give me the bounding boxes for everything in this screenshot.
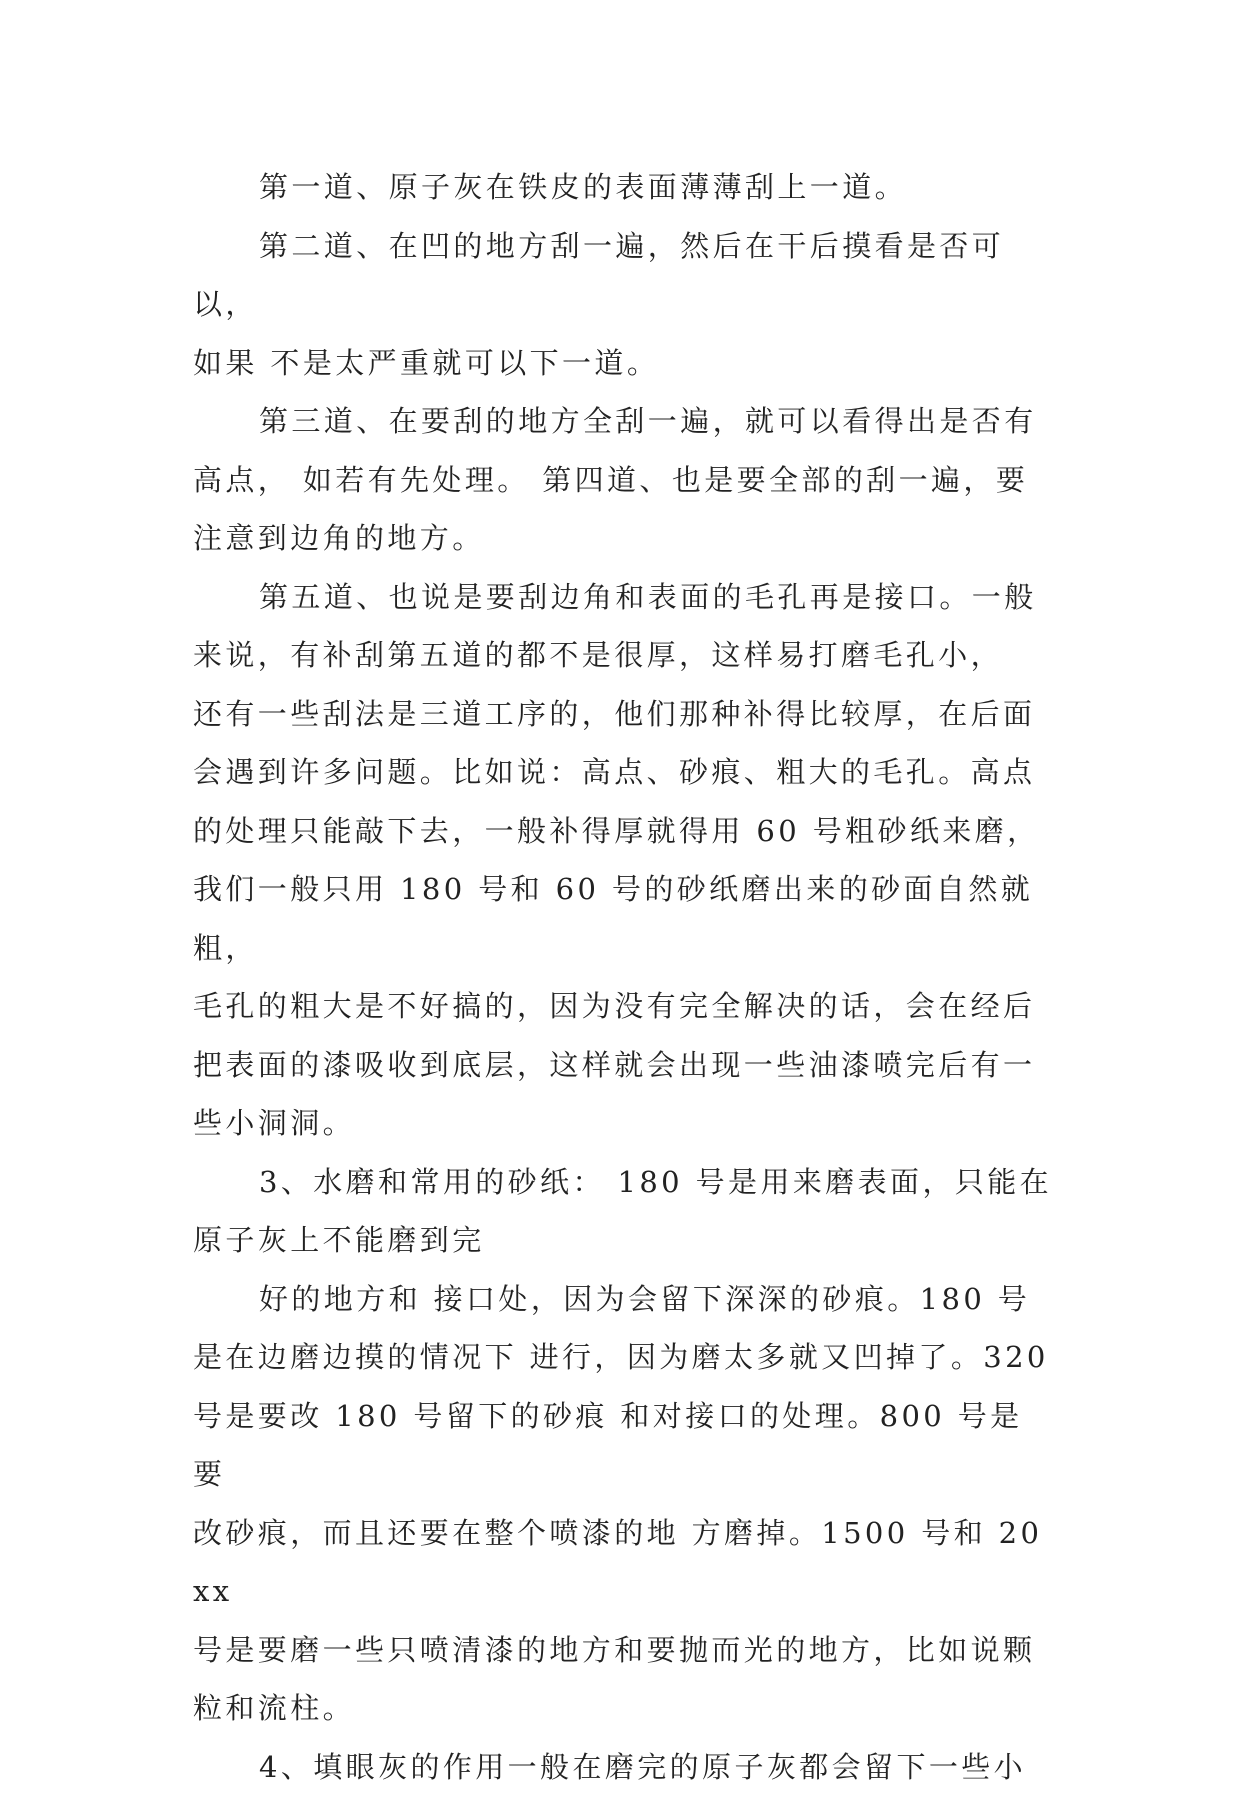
text-line: 好的地方和 接口处，因为会留下深深的砂痕。180 号 [193, 1270, 1053, 1329]
text-line: 把表面的漆吸收到底层，这样就会出现一些油漆喷完后有一 [193, 1036, 1053, 1095]
text-line: 第二道、在凹的地方刮一遍，然后在干后摸看是否可以， [193, 217, 1053, 334]
paragraph [193, 158, 1053, 217]
text-line: 我们一般只用 180 号和 60 号的砂纸磨出来的砂面自然就粗， [193, 860, 1053, 977]
paragraph [193, 1738, 1053, 1796]
text-line: 还有一些刮法是三道工序的，他们那种补得比较厚，在后面 [193, 685, 1053, 744]
paragraph [193, 1153, 1053, 1270]
text-line: 第一道、原子灰在铁皮的表面薄薄刮上一道。 [193, 158, 1053, 217]
text-line: 会遇到许多问题。比如说：高点、砂痕、粗大的毛孔。高点 [193, 743, 1053, 802]
text-line: 改砂痕，而且还要在整个喷漆的地 方磨掉。1500 号和 20xx [193, 1504, 1053, 1621]
text-line: 如果 不是太严重就可以下一道。 [193, 334, 1053, 393]
text-line: 高点， 如若有先处理。 第四道、也是要全部的刮一遍，要 [193, 451, 1053, 510]
text-line: 来说，有补刮第五道的都不是很厚，这样易打磨毛孔小， [193, 626, 1053, 685]
text-line: 号是要磨一些只喷清漆的地方和要抛而光的地方，比如说颗 [193, 1621, 1053, 1680]
text-line: 3、水磨和常用的砂纸： 180 号是用来磨表面，只能在 [193, 1153, 1053, 1212]
paragraph [193, 392, 1053, 568]
text-line: 的处理只能敲下去，一般补得厚就得用 60 号粗砂纸来磨， [193, 802, 1053, 861]
text-line: 第三道、在要刮的地方全刮一遍，就可以看得出是否有 [193, 392, 1053, 451]
document-body [193, 158, 1053, 1796]
paragraph [193, 1270, 1053, 1738]
text-line: 号是要改 180 号留下的砂痕 和对接口的处理。800 号是要 [193, 1387, 1053, 1504]
text-line: 毛孔的粗大是不好搞的，因为没有完全解决的话，会在经后 [193, 977, 1053, 1036]
text-line: 4、填眼灰的作用一般在磨完的原子灰都会留下一些小 [193, 1738, 1053, 1796]
text-line: 注意到边角的地方。 [193, 509, 1053, 568]
text-line: 粒和流柱。 [193, 1679, 1053, 1738]
paragraph [193, 217, 1053, 393]
text-line: 第五道、也说是要刮边角和表面的毛孔再是接口。一般 [193, 568, 1053, 627]
paragraph [193, 568, 1053, 1153]
text-line: 些小洞洞。 [193, 1094, 1053, 1153]
text-line: 原子灰上不能磨到完 [193, 1211, 1053, 1270]
text-line: 是在边磨边摸的情况下 进行，因为磨太多就又凹掉了。320 [193, 1328, 1053, 1387]
